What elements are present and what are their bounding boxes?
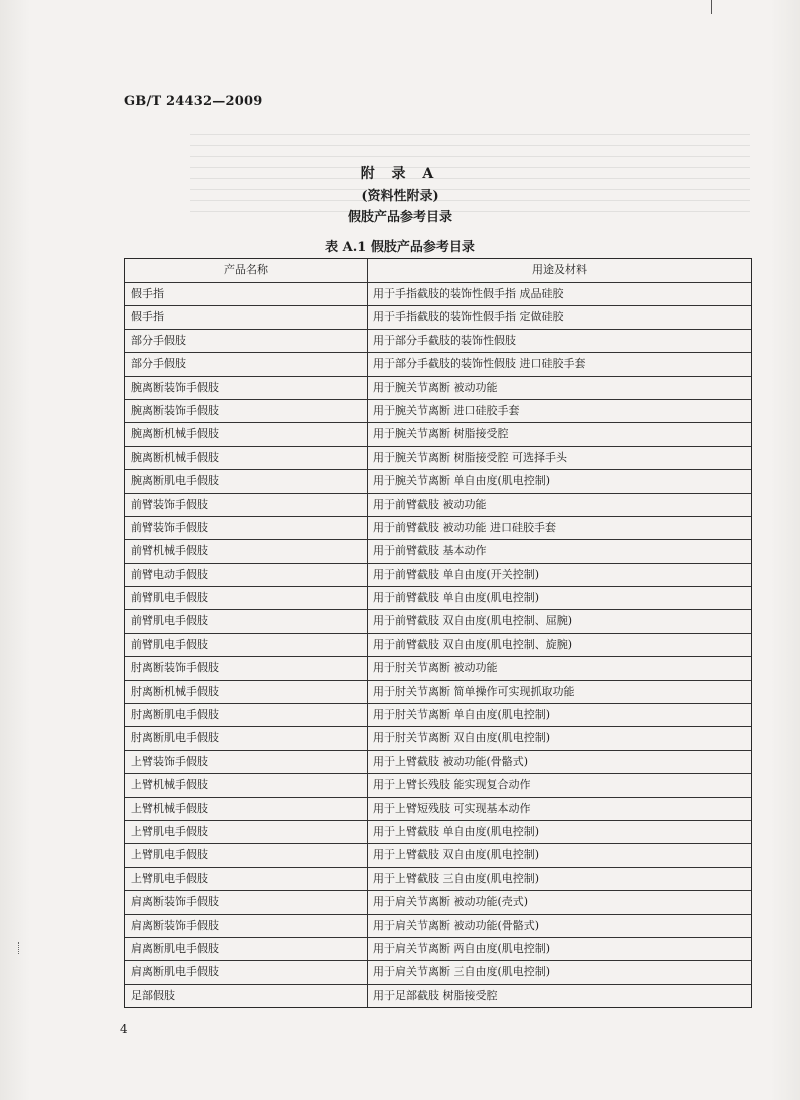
appendix-label: 附 录 A (360, 166, 440, 182)
usage-material-cell: 用于足部截肢 树脂接受腔 (373, 988, 498, 1002)
product-name-cell: 前臂机械手假肢 (125, 540, 368, 562)
usage-material-cell: 用于肘关节离断 简单操作可实现抓取功能 (373, 684, 575, 698)
scan-mark (711, 0, 712, 14)
usage-material-cell: 用于上臂截肢 三自由度(肌电控制) (373, 871, 540, 885)
table-row (125, 960, 751, 983)
usage-material-cell: 用于上臂短残肢 可实现基本动作 (373, 801, 531, 815)
product-name-cell: 上臂机械手假肢 (125, 774, 368, 796)
usage-material-cell: 用于腕关节离断 进口硅胶手套 (373, 403, 520, 417)
product-name-cell: 腕离断装饰手假肢 (125, 400, 368, 422)
usage-material-cell: 用于前臂截肢 基本动作 (373, 544, 487, 558)
table-row (125, 703, 751, 726)
product-table (124, 258, 752, 1008)
usage-material-cell: 用于肩关节离断 两自由度(肌电控制) (373, 941, 551, 955)
product-name-cell: 上臂肌电手假肢 (125, 821, 368, 843)
product-name-cell: 上臂机械手假肢 (125, 798, 368, 820)
table-row (125, 680, 751, 703)
usage-material-cell: 用于肩关节离断 被动功能(壳式) (373, 895, 529, 909)
table-row (125, 867, 751, 890)
table-row (125, 773, 751, 796)
table-row (125, 493, 751, 516)
table-row (125, 539, 751, 562)
table-row (125, 843, 751, 866)
product-name-cell: 前臂肌电手假肢 (125, 587, 368, 609)
usage-material-cell: 用于肘关节离断 被动功能 (373, 661, 498, 675)
product-name-cell: 前臂肌电手假肢 (125, 634, 368, 656)
product-name-cell: 肩离断装饰手假肢 (125, 891, 368, 913)
usage-material-cell: 用于前臂截肢 单自由度(肌电控制) (373, 591, 540, 605)
column-header-product: 产品名称 (125, 259, 368, 282)
usage-material-cell: 用于上臂截肢 单自由度(肌电控制) (373, 824, 540, 838)
table-row (125, 305, 751, 328)
table-row (125, 282, 751, 305)
table-row (125, 422, 751, 445)
appendix-type: (资料性附录) (361, 189, 439, 204)
product-name-cell: 前臂电动手假肢 (125, 564, 368, 586)
usage-material-cell: 用于腕关节离断 树脂接受腔 可选择手头 (373, 450, 567, 464)
product-name-cell: 前臂装饰手假肢 (125, 494, 368, 516)
table-row (125, 609, 751, 632)
product-name-cell: 肩离断装饰手假肢 (125, 915, 368, 937)
table-row (125, 399, 751, 422)
standard-number: GB/T 24432—2009 (124, 94, 263, 109)
usage-material-cell: 用于部分手截肢的装饰性假肢 (373, 333, 516, 347)
usage-material-cell: 用于部分手截肢的装饰性假肢 进口硅胶手套 (373, 357, 586, 371)
usage-material-cell: 用于肘关节离断 单自由度(肌电控制) (373, 708, 551, 722)
usage-material-cell: 用于腕关节离断 树脂接受腔 (373, 427, 509, 441)
table-row (125, 750, 751, 773)
table-row (125, 563, 751, 586)
usage-material-cell: 用于前臂截肢 双自由度(肌电控制、屈腕) (373, 614, 573, 628)
table-row (125, 726, 751, 749)
table-row (125, 586, 751, 609)
usage-material-cell: 用于前臂截肢 双自由度(肌电控制、旋腕) (373, 637, 573, 651)
product-name-cell: 肩离断肌电手假肢 (125, 938, 368, 960)
product-name-cell: 腕离断肌电手假肢 (125, 470, 368, 492)
product-name-cell: 足部假肢 (125, 985, 368, 1007)
product-name-cell: 肩离断肌电手假肢 (125, 961, 368, 983)
usage-material-cell: 用于腕关节离断 被动功能 (373, 380, 498, 394)
column-header-usage: 用途及材料 (532, 263, 587, 276)
usage-material-cell: 用于前臂截肢 单自由度(开关控制) (373, 567, 540, 581)
product-name-cell: 假手指 (125, 283, 368, 305)
product-name-cell: 肘离断装饰手假肢 (125, 657, 368, 679)
product-name-cell: 上臂装饰手假肢 (125, 751, 368, 773)
usage-material-cell: 用于上臂截肢 双自由度(肌电控制) (373, 848, 540, 862)
product-name-cell: 腕离断机械手假肢 (125, 423, 368, 445)
product-name-cell: 肘离断肌电手假肢 (125, 727, 368, 749)
table-row (125, 469, 751, 492)
scan-mark (18, 942, 20, 954)
usage-material-cell: 用于手指截肢的装饰性假手指 定做硅胶 (373, 310, 564, 324)
table-row (125, 516, 751, 539)
table-row (125, 797, 751, 820)
usage-material-cell: 用于肘关节离断 双自由度(肌电控制) (373, 731, 551, 745)
product-name-cell: 部分手假肢 (125, 330, 368, 352)
usage-material-cell: 用于前臂截肢 被动功能 (373, 497, 487, 511)
product-name-cell: 前臂肌电手假肢 (125, 610, 368, 632)
table-row (125, 329, 751, 352)
product-name-cell: 假手指 (125, 306, 368, 328)
product-name-cell: 上臂肌电手假肢 (125, 868, 368, 890)
product-name-cell: 部分手假肢 (125, 353, 368, 375)
table-row (125, 446, 751, 469)
product-name-cell: 上臂肌电手假肢 (125, 844, 368, 866)
table-caption: 表 A.1 假肢产品参考目录 (325, 240, 475, 255)
product-name-cell: 腕离断机械手假肢 (125, 447, 368, 469)
usage-material-cell: 用于肩关节离断 被动功能(骨骼式) (373, 918, 540, 932)
table-row (125, 656, 751, 679)
table-row (125, 352, 751, 375)
product-name-cell: 肘离断机械手假肢 (125, 681, 368, 703)
table-row (125, 376, 751, 399)
usage-material-cell: 用于上臂长残肢 能实现复合动作 (373, 778, 531, 792)
table-row (125, 914, 751, 937)
table-row (125, 937, 751, 960)
page-number: 4 (120, 1022, 128, 1036)
usage-material-cell: 用于上臂截肢 被动功能(骨骼式) (373, 754, 529, 768)
usage-material-cell: 用于前臂截肢 被动功能 进口硅胶手套 (373, 520, 556, 534)
usage-material-cell: 用于腕关节离断 单自由度(肌电控制) (373, 474, 551, 488)
usage-material-cell: 用于手指截肢的装饰性假手指 成品硅胶 (373, 287, 564, 300)
table-row (125, 820, 751, 843)
product-name-cell: 腕离断装饰手假肢 (125, 377, 368, 399)
table-row (125, 890, 751, 913)
table-header-row (125, 259, 751, 282)
product-name-cell: 肘离断肌电手假肢 (125, 704, 368, 726)
table-row (125, 633, 751, 656)
usage-material-cell: 用于肩关节离断 三自由度(肌电控制) (373, 965, 551, 979)
product-name-cell: 前臂装饰手假肢 (125, 517, 368, 539)
table-row (125, 984, 751, 1007)
appendix-title: 假肢产品参考目录 (347, 210, 452, 225)
